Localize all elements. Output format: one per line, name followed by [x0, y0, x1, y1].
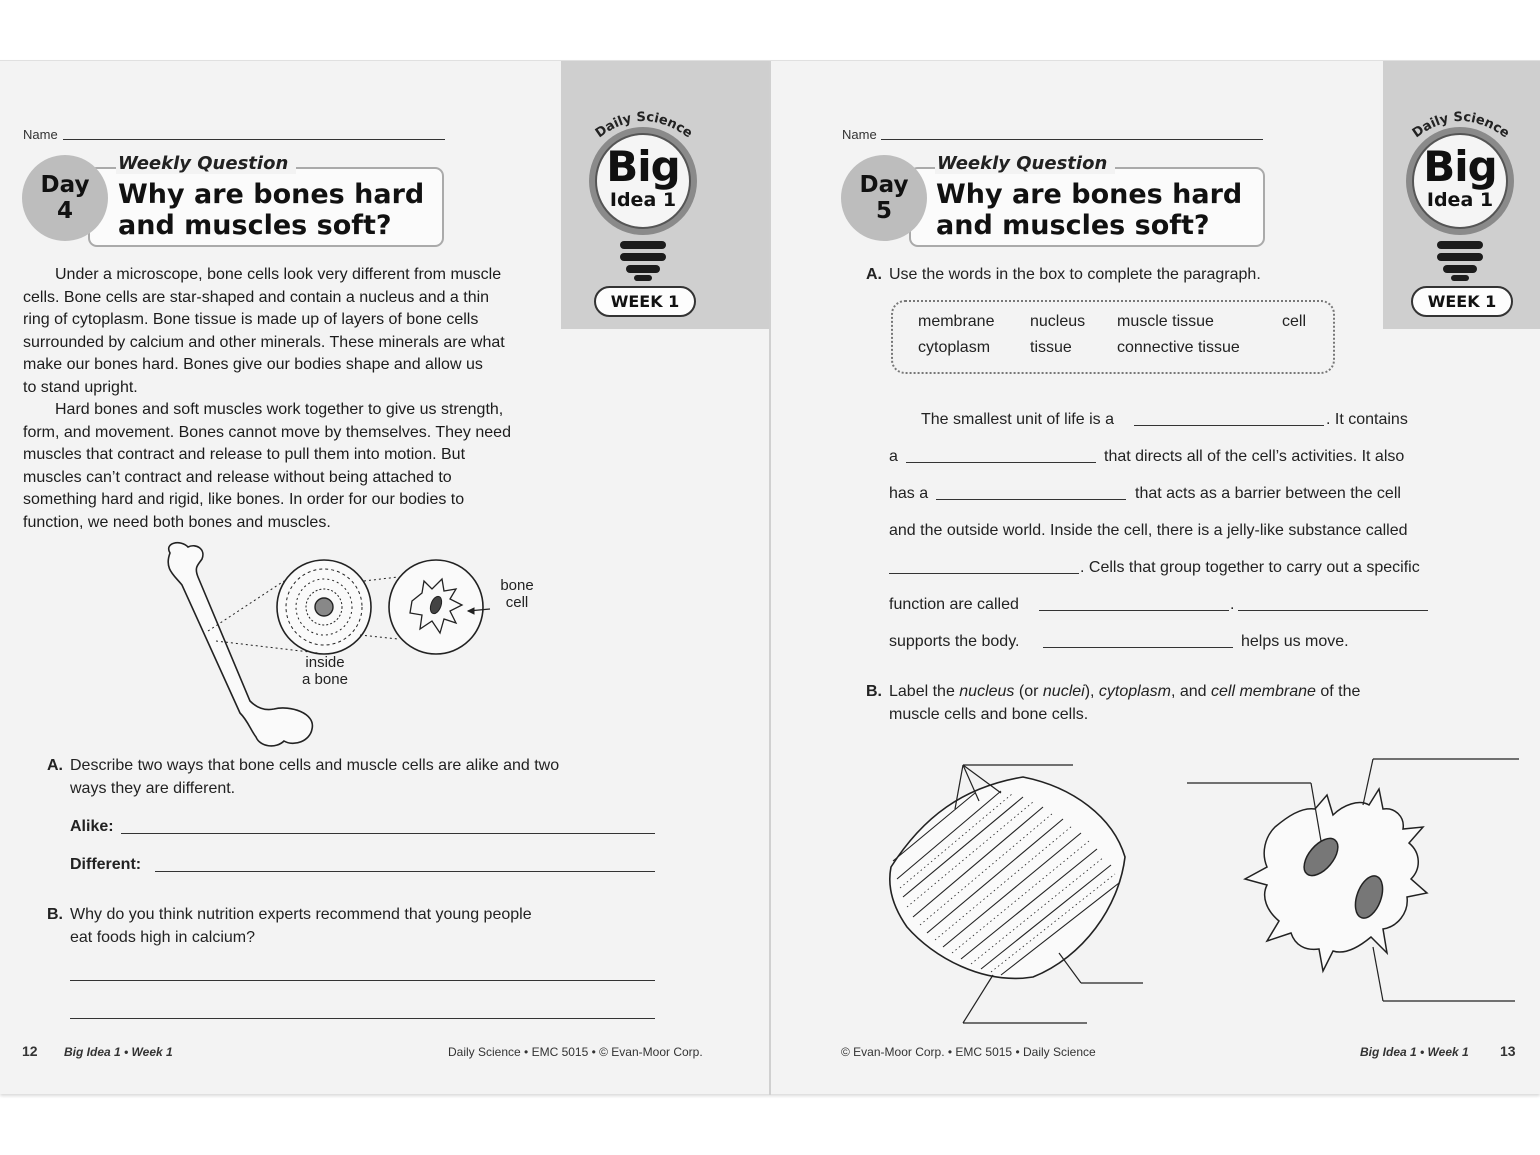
day-badge: Day 5 [841, 155, 927, 241]
question-a-text: Use the words in the box to complete the paragraph. [889, 266, 1261, 283]
fill-text-7b: helps us move. [1241, 633, 1349, 650]
bone-cells-diagram [1183, 757, 1523, 1017]
answer-line-1[interactable] [70, 980, 655, 981]
question-b-text: Label the nucleus (or nuclei), cytoplasm, and cell membrane of the muscle cells and bone cells. [889, 683, 1361, 723]
blank-3[interactable] [936, 499, 1126, 500]
weekly-question-title: Why are bones hard and muscles soft? [118, 179, 425, 241]
footer-section: Big Idea 1 • Week 1 [1360, 1045, 1469, 1059]
weekly-question-label: Weekly Question [116, 153, 296, 174]
blank-1[interactable] [1134, 425, 1324, 426]
passage-line: muscles that contract and release to pull them into motion. But [23, 446, 466, 463]
question-b-letter: B. [47, 906, 63, 923]
question-a-letter: A. [866, 266, 882, 283]
alike-answer-line[interactable] [121, 833, 655, 834]
fill-text-2b: that directs all of the cell’s activities. It also [1104, 448, 1405, 465]
muscle-cells-diagram [883, 757, 1143, 1027]
alike-label: Alike: [70, 818, 114, 835]
reading-passage [23, 264, 553, 534]
right-page [771, 61, 1540, 1095]
passage-line: Under a microscope, bone cells look very different from muscle [55, 266, 502, 283]
day-badge: Day 4 [22, 155, 108, 241]
word-bank-item: cell [1282, 313, 1307, 330]
inside-bone-label: inside a bone [302, 654, 348, 688]
passage-line: muscles can’t contract and release without being attached to [23, 468, 452, 486]
passage-line: Hard bones and soft muscles work together to give us strength, [55, 401, 504, 418]
question-a-letter: A. [47, 757, 63, 774]
paragraph-1 [23, 264, 553, 399]
blank-6[interactable] [1238, 610, 1428, 611]
fill-text-2a: a [889, 448, 898, 465]
passage-line: ring of cytoplasm. Bone tissue is made up of layers of bone cells [23, 311, 479, 328]
bone-cell-1 [1245, 789, 1427, 971]
paragraph-2 [23, 399, 553, 534]
passage-line: make our bones hard. Bones give our bodies shape and allow us [23, 356, 483, 373]
week-badge: WEEK 1 [1411, 286, 1513, 317]
fill-text-3b: that acts as a barrier between the cell [1135, 485, 1401, 502]
question-a-text: Describe two ways that bone cells and muscle cells are alike and two ways they are different. [70, 757, 560, 797]
idea-text: Idea 1 [1426, 189, 1494, 211]
bone-figure [150, 541, 550, 751]
fill-text-1b: . It contains [1326, 411, 1408, 428]
word-bank-item: nucleus [1030, 313, 1086, 330]
word-bank-item: connective tissue [1117, 339, 1240, 356]
daily-science-text: Daily Science [1409, 109, 1513, 141]
big-idea-badge-panel [561, 61, 771, 329]
different-answer-line[interactable] [155, 871, 655, 872]
left-page [0, 61, 770, 1095]
fill-text-5: . Cells that group together to carry out a specific [1080, 559, 1420, 576]
fill-text-4: and the outside world. Inside the cell, there is a jelly-like substance called [889, 522, 1408, 539]
passage-line: to stand upright. [23, 378, 138, 396]
word-bank-item: tissue [1030, 339, 1072, 356]
blank-2[interactable] [906, 462, 1096, 463]
bone-cell-circle [389, 560, 490, 654]
word-bank-item: cytoplasm [918, 339, 991, 356]
footer-credit: © Evan-Moor Corp. • EMC 5015 • Daily Science [841, 1045, 1096, 1059]
daily-science-text: Daily Science [592, 109, 696, 141]
blank-5[interactable] [1039, 610, 1229, 611]
idea-text: Idea 1 [609, 189, 677, 211]
name-field-line[interactable] [63, 139, 445, 140]
word-bank-item: membrane [918, 313, 995, 330]
fill-text-3a: has a [889, 485, 929, 502]
blank-7[interactable] [1043, 647, 1233, 648]
passage-line: function, we need both bones and muscles. [23, 513, 331, 531]
blank-4[interactable] [889, 573, 1079, 574]
passage-line: surrounded by calcium and other minerals. These minerals are what [23, 333, 505, 351]
big-idea-badge-panel [1383, 61, 1540, 329]
page-number: 13 [1500, 1043, 1516, 1059]
word-bank [891, 300, 1335, 374]
book-spread [0, 60, 1540, 1094]
bone-cross-section [277, 560, 371, 654]
fill-text-1a: The smallest unit of life is a [921, 411, 1114, 428]
question-b-letter: B. [866, 683, 882, 700]
fill-text-6a: function are called [889, 596, 1019, 613]
big-text: Big [1423, 142, 1497, 191]
name-label: Name [23, 127, 58, 142]
page-number: 12 [22, 1043, 38, 1059]
fill-text-6b: . [1230, 596, 1235, 613]
passage-line: cells. Bone cells are star-shaped and contain a nucleus and a thin [23, 288, 490, 306]
question-b-text: Why do you think nutrition experts recommend that young people eat foods high in calcium? [70, 906, 532, 946]
weekly-question-label: Weekly Question [935, 153, 1115, 174]
footer-section: Big Idea 1 • Week 1 [64, 1045, 173, 1059]
bone-cell-label: bone cell [500, 577, 534, 611]
name-field-line[interactable] [881, 139, 1263, 140]
weekly-question-title: Why are bones hard and muscles soft? [936, 179, 1243, 241]
week-badge: WEEK 1 [594, 286, 696, 317]
passage-line: something hard and rigid, like bones. In order for our bodies to [23, 491, 465, 508]
name-label: Name [842, 127, 877, 142]
answer-line-2[interactable] [70, 1018, 655, 1019]
word-bank-item: muscle tissue [1117, 313, 1214, 330]
passage-line: form, and movement. Bones cannot move by themselves. They need [23, 423, 511, 441]
big-text: Big [606, 142, 680, 191]
different-label: Different: [70, 856, 142, 873]
fill-text-7a: supports the body. [889, 633, 1020, 650]
footer-credit: Daily Science • EMC 5015 • © Evan-Moor Corp. [448, 1045, 703, 1059]
